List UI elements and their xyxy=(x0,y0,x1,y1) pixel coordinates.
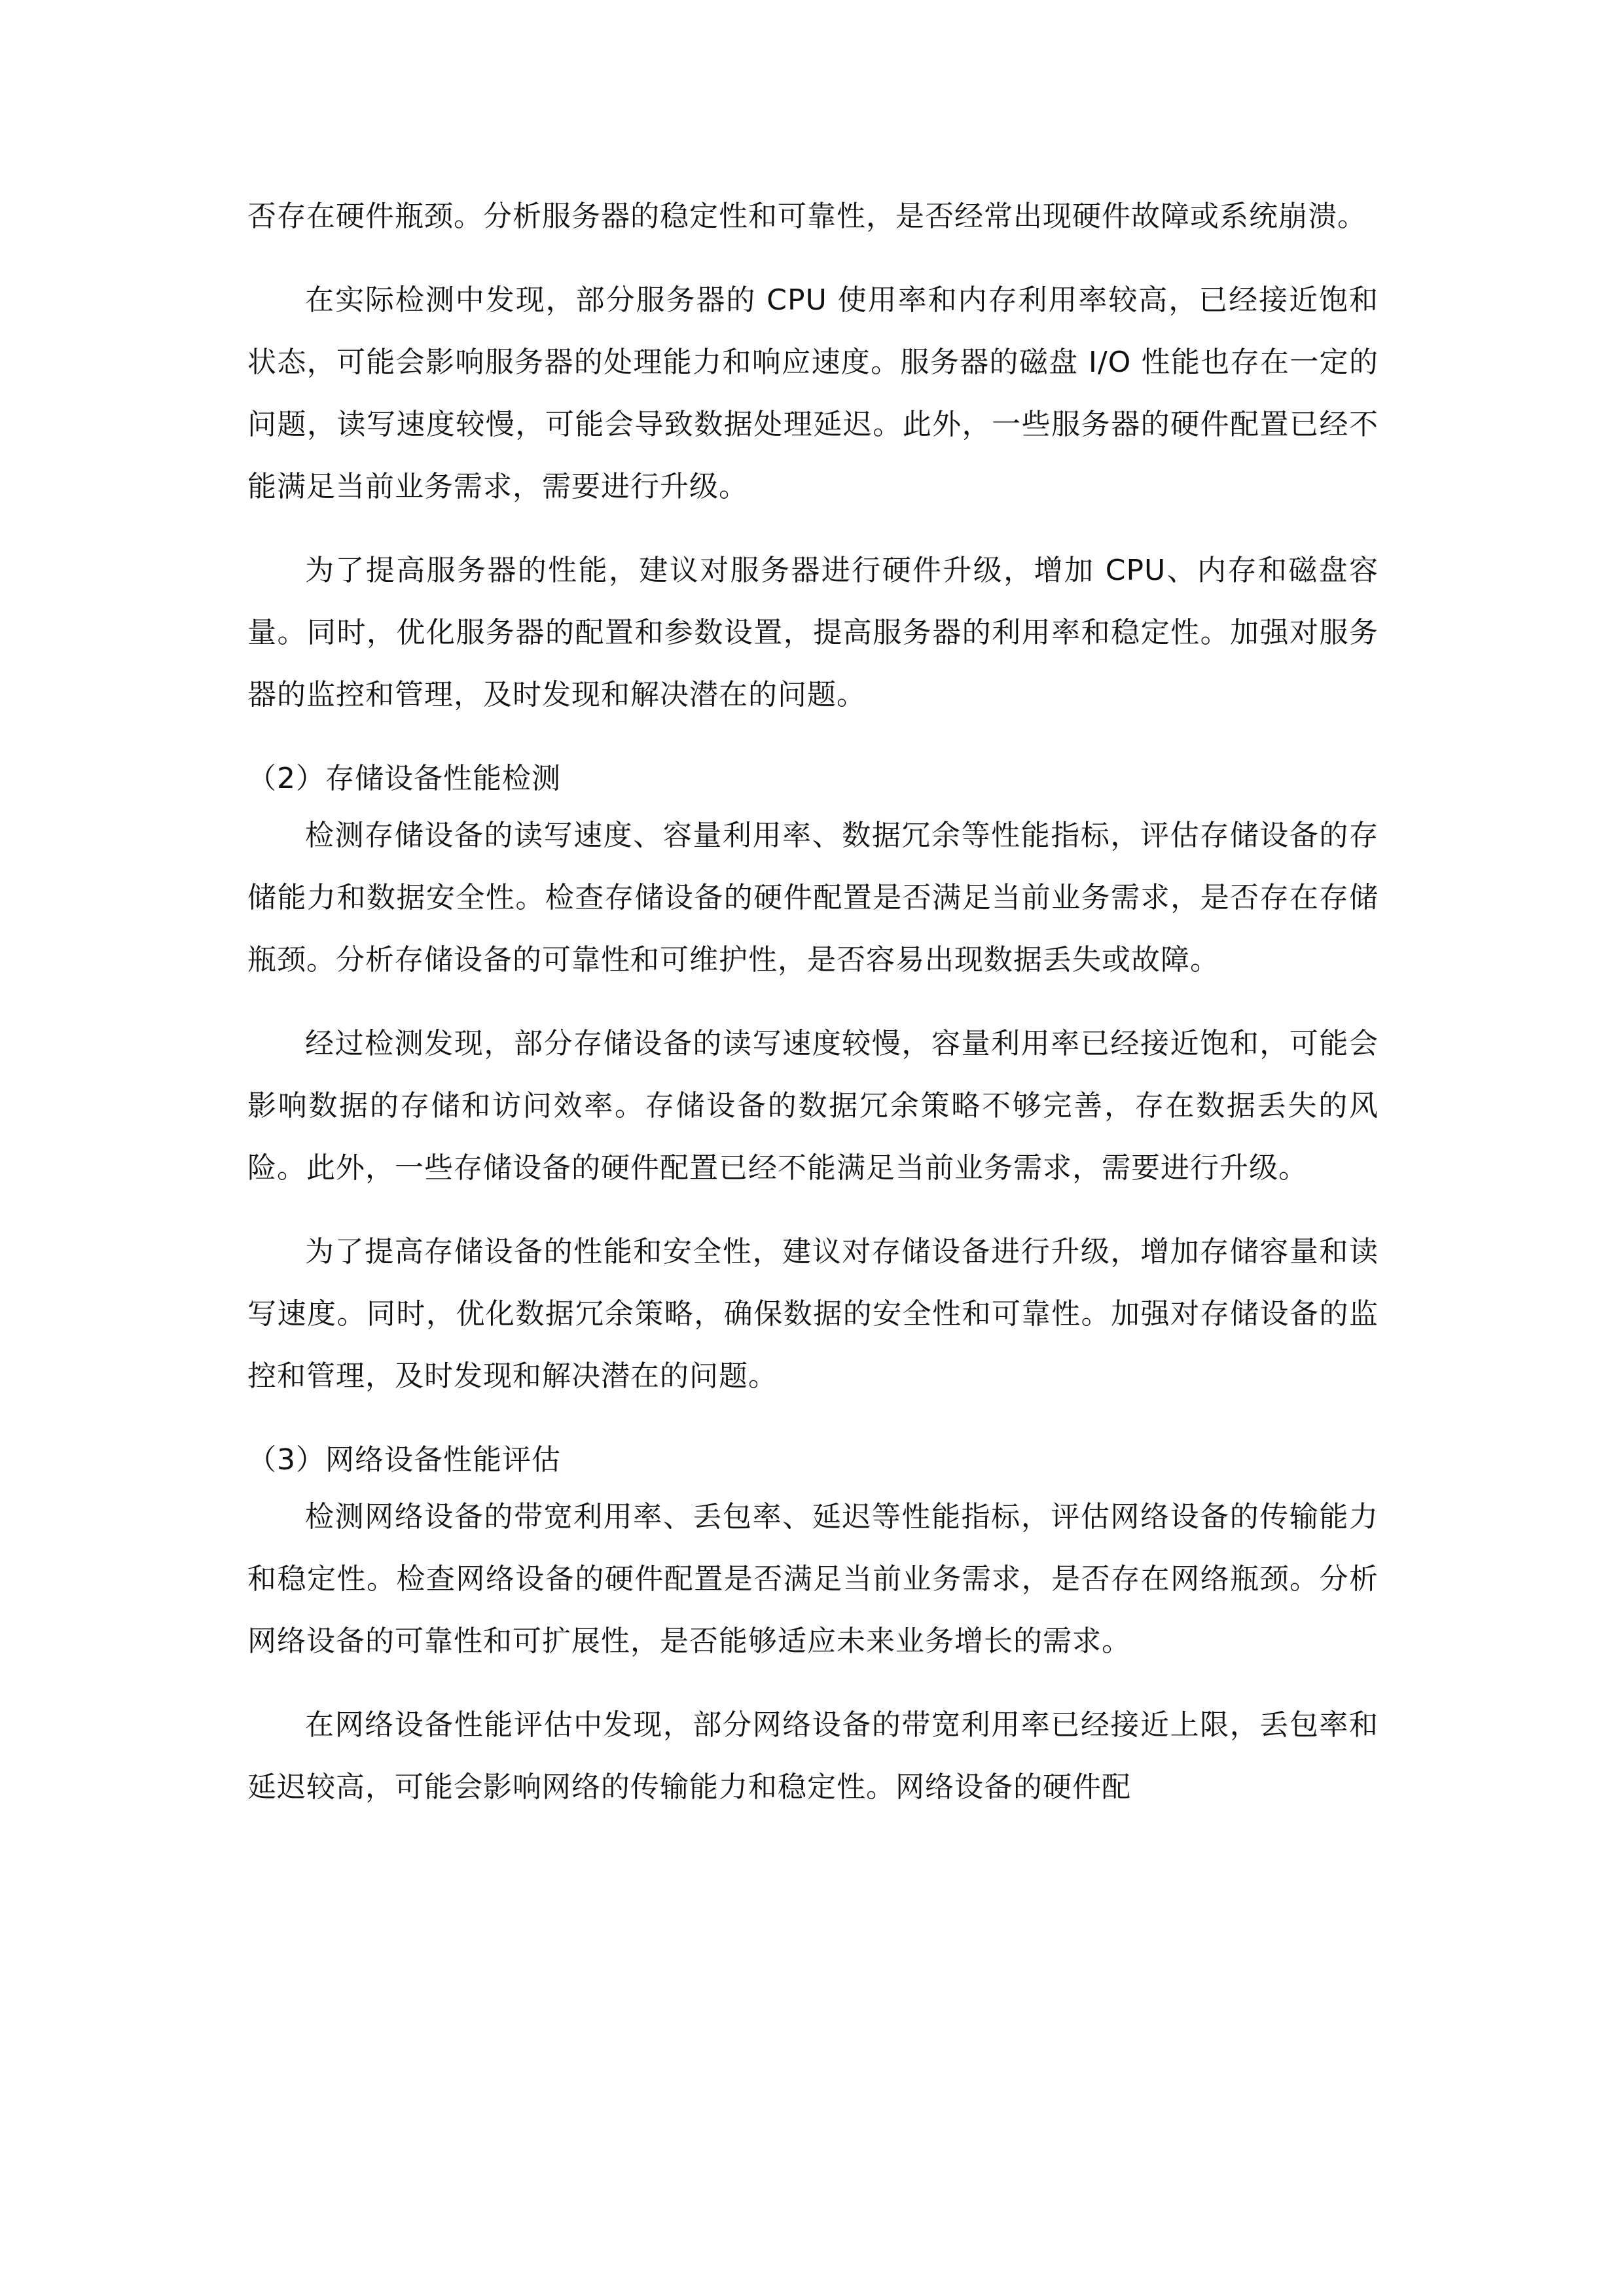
paragraph-storage-findings: 经过检测发现，部分存储设备的读写速度较慢，容量利用率已经接近饱和，可能会影响数据的存储和访问效率。存储设备的数据冗余策略不够完善，存在数据丢失的风险。此外，一些存储设备的硬件配置已经不能满足当前业务需求，需要进行升级。 xyxy=(247,1027,1379,1185)
paragraph-continuation: 否存在硬件瓶颈。分析服务器的稳定性和可靠性，是否经常出现硬件故障或系统崩溃。 xyxy=(247,200,1367,233)
paragraph-network-method: 检测网络设备的带宽利用率、丢包率、延迟等性能指标，评估网络设备的传输能力和稳定性。检查网络设备的硬件配置是否满足当前业务需求，是否存在网络瓶颈。分析网络设备的可靠性和可扩展性，是否能够适应未来业务增长的需求。 xyxy=(247,1500,1379,1658)
section-heading-storage: （2）存储设备性能检测 xyxy=(247,762,561,795)
paragraph-server-findings: 在实际检测中发现，部分服务器的 CPU 使用率和内存利用率较高，已经接近饱和状态，可能会影响服务器的处理能力和响应速度。服务器的磁盘 I/O 性能也存在一定的问题，读写速度较慢，可能会导致数据处理延迟。此外，一些服务器的硬件配置已经不能满足当前业务需求，需要进行升级。 xyxy=(247,283,1379,503)
paragraph-storage-recommendations: 为了提高存储设备的性能和安全性，建议对存储设备进行升级，增加存储容量和读写速度。同时，优化数据冗余策略，确保数据的安全性和可靠性。加强对存储设备的监控和管理，及时发现和解决潜在的问题。 xyxy=(247,1235,1379,1393)
paragraph-storage-method: 检测存储设备的读写速度、容量利用率、数据冗余等性能指标，评估存储设备的存储能力和数据安全性。检查存储设备的硬件配置是否满足当前业务需求，是否存在存储瓶颈。分析存储设备的可靠性和可维护性，是否容易出现数据丢失或故障。 xyxy=(247,819,1379,977)
paragraph-server-recommendations: 为了提高服务器的性能，建议对服务器进行硬件升级，增加 CPU、内存和磁盘容量。同时，优化服务器的配置和参数设置，提高服务器的利用率和稳定性。加强对服务器的监控和管理，及时发现和解决潜在的问题。 xyxy=(247,554,1379,711)
paragraph-network-findings: 在网络设备性能评估中发现，部分网络设备的带宽利用率已经接近上限，丢包率和延迟较高，可能会影响网络的传输能力和稳定性。网络设备的硬件配 xyxy=(247,1708,1379,1804)
section-heading-network: （3）网络设备性能评估 xyxy=(247,1443,561,1477)
document-body xyxy=(247,185,1379,1840)
